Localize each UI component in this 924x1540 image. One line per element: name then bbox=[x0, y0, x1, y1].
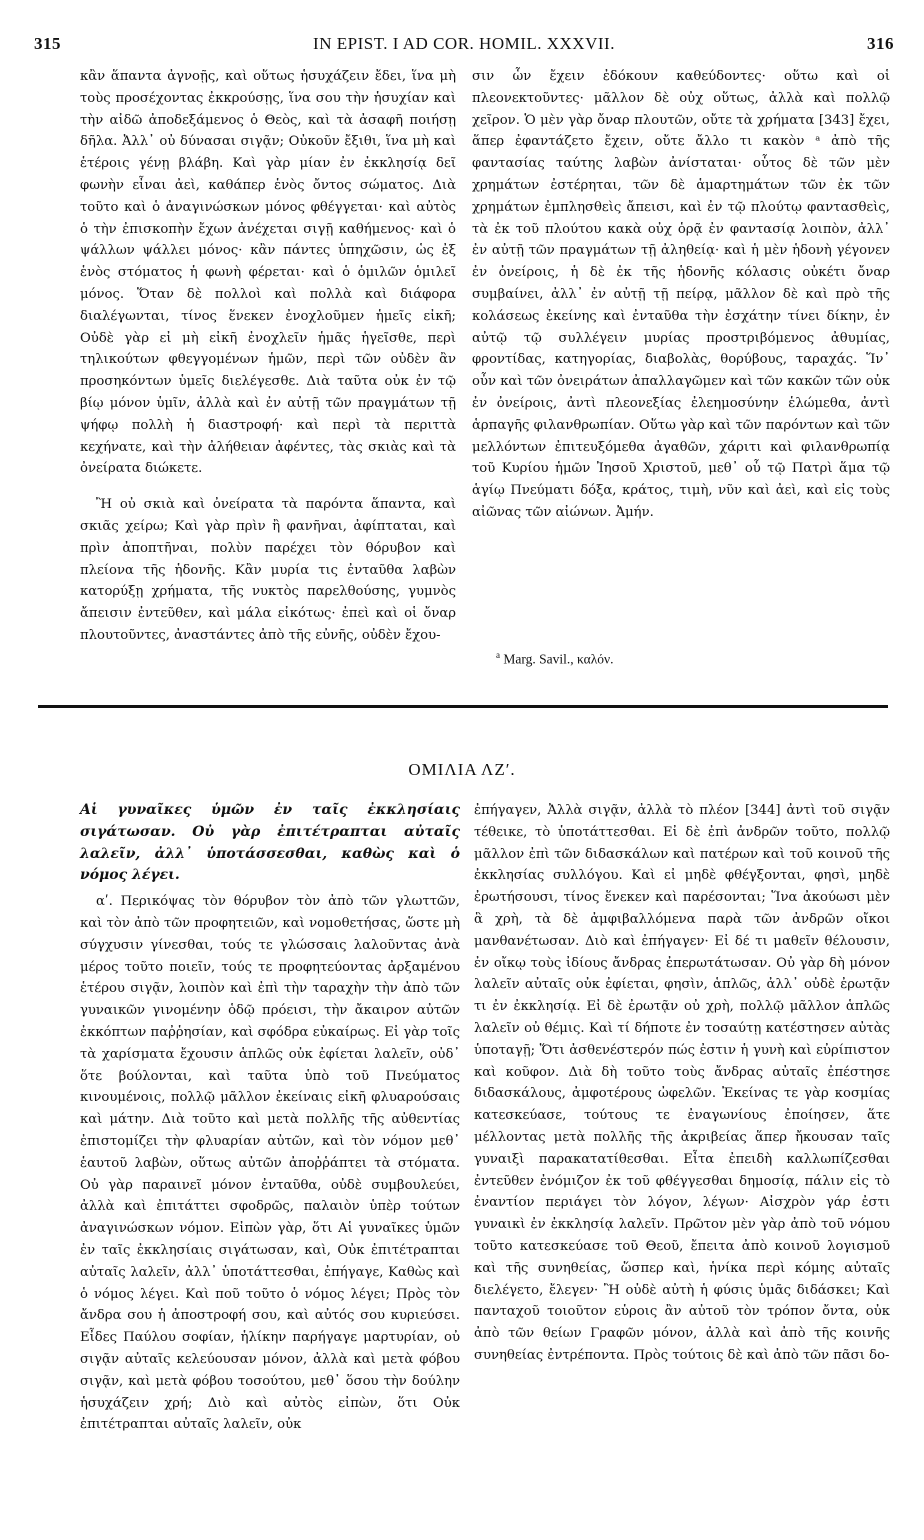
page-number-left: 315 bbox=[34, 34, 61, 53]
running-header bbox=[34, 34, 894, 56]
footnote-mark: a bbox=[496, 650, 500, 660]
column-top-right bbox=[472, 66, 890, 524]
section-divider bbox=[38, 705, 888, 708]
running-title: IN EPIST. I AD COR. HOMIL. XXXVII. bbox=[313, 34, 615, 53]
scripture-lemma: Αἱ γυναῖκες ὑμῶν ἐν ταῖς ἐκκλησίαις σιγάτωσαν. Οὐ γὰρ ἐπιτέτραπται αὐταῖς λαλεῖν, ἀλλ᾽ ὑποτάσσεσθαι, καθὼς καὶ ὁ νόμος λέγει. bbox=[80, 802, 460, 884]
paragraph: αʹ. Περικόψας τὸν θόρυβον τὸν ἀπὸ τῶν γλωττῶν, καὶ τὸν ἀπὸ τῶν προφητειῶν, καὶ νομοθετήσας, ὥστε μὴ σύγχυσιν γίνεσθαι, τούς τε γλώσσαις λαλοῦντας ἀνὰ μέρος τοῦτο ποιεῖν, τούς τε προφητεύοντας ἀρξαμένου ἑτέρου σιγᾷν, λοιπὸν καὶ ἐπὶ τὴν ταραχὴν τὴν ἀπὸ τῶν γυναικῶν γινομένην ὁδῷ πρόεισι, τὴν ἄκαιρον αὐτῶν ἐκκόπτων παῤῥησίαν, καὶ σφόδρα εὐκαίρως. Εἰ γὰρ τοῖς τὰ χαρίσματα ἔχουσιν ἁπλῶς οὐκ ἐφίεται λαλεῖν, οὐδ᾽ ὅτε βούλονται, καὶ ταῦτα ὑπὸ τοῦ Πνεύματος κινουμένοις, πολλῷ μᾶλλον ἐκείναις εἰκῆ φλυαρούσαις καὶ μάτην. Διὰ τοῦτο καὶ μετὰ πολλῆς τῆς αὐθεντίας ἐπιστομίζει τὴν φλυαρίαν αὐτῶν, καὶ τὸν νόμον μεθ᾽ ἑαυτοῦ λαβὼν, οὕτως αὐτῶν ἀποῤῥάπτει τὰ στόματα. Οὐ γὰρ παραινεῖ μόνον ἐνταῦθα, οὐδὲ συμβουλεύει, ἀλλὰ καὶ ἐπιτάττει σφοδρῶς, παλαιὸν ὑπὲρ τούτων ἀναγινώσκων νόμον. Εἰπὼν γὰρ, ὅτι Αἱ γυναῖκες ὑμῶν ἐν ταῖς ἐκκλησίαις σιγάτωσαν, καὶ, Οὐκ ἐπιτέτραπται αὐταῖς λαλεῖν, ἀλλ᾽ ὑποτάττεσθαι, ἐπήγαγε, Καθὼς καὶ ὁ νόμος λέγει. Καὶ ποῦ τοῦτο ὁ νόμος λέγει; Πρὸς τὸν ἄνδρα σου ἡ ἀποστροφή σου, καὶ αὐτός σου κυριεύσει. Εἶδες Παύλου σοφίαν, ἡλίκην παρήγαγε μαρτυρίαν, οὐ σιγᾷν αὐταῖς κελεύουσαν μόνον, ἀλλὰ καὶ μετὰ φόβου σιγᾷν, καὶ μετὰ φόβου τοσούτου, μεθ᾽ ὅσου τὴν δούλην ἡσυχάζειν χρή; Διὸ καὶ αὐτὸς εἰπὼν, ὅτι Οὐκ ἐπιτέτραπται αὐταῖς λαλεῖν, οὐκ bbox=[80, 894, 460, 1433]
paragraph: σιν ὧν ἔχειν ἐδόκουν καθεύδοντες· οὕτω καὶ οἱ πλεονεκτοῦντες· μᾶλλον δὲ οὐχ οὕτως, ἀλλὰ καὶ πολλῷ χεῖρον. Ὁ μὲν γὰρ ὄναρ πλουτῶν, οὔτε τὰ χρήματα [343] ἔχει, ἅπερ ἐφαντάζετο ἔχειν, οὔτε ἄλλο τι κακὸν ᵃ ἀπὸ τῆς φαντασίας ταύτης λαβὼν ἀνίσταται· οὗτος δὲ τῶν μὲν χρημάτων ἐστέρηται, τῶν δὲ ἁμαρτημάτων τῶν ἐκ τῶν χρημάτων ἐμπλησθεὶς ἄπεισι, καὶ ἐν τῷ πλούτῳ φαντασθεὶς, τὰ ἐκ τοῦ πλούτου κακὰ οὐχ ὁρᾷ ἐν φαντασίᾳ λοιπὸν, ἀλλ᾽ ἐν αὐτῇ τῶν πραγμάτων τῇ ἀληθείᾳ· καὶ ἡ μὲν ἡδονὴ γέγονεν ἐν ὀνείροις, ἡ δὲ ἐκ τῆς ἡδονῆς κόλασις οὐκέτι ὄναρ συμβαίνει, ἀλλ᾽ ἐν αὐτῇ τῇ πείρᾳ, μᾶλλον δὲ καὶ πρὸ τῆς κολάσεως ἐκείνης καὶ ἐνταῦθα τὴν ἐσχάτην τίνει δίκην, ἐν αὐτῷ τῷ συλλέγειν μυρίας προστριβόμενος ἀθυμίας, φροντίδας, κατηγορίας, διαβολὰς, θορύβους, ταραχάς. Ἵν᾽ οὖν καὶ τῶν ὀνειράτων ἀπαλλαγῶμεν καὶ τῶν κακῶν τῶν οὐκ ἐν ὀνείροις, ἀντὶ πλεονεξίας ἐλεημοσύνην ἑλώμεθα, ἀντὶ ἁρπαγῆς φιλανθρωπίαν. Οὕτω γὰρ καὶ τῶν παρόντων καὶ τῶν μελλόντων ἐπιτευξόμεθα ἀγαθῶν, χάριτι καὶ φιλανθρωπίᾳ τοῦ Κυρίου ἡμῶν Ἰησοῦ Χριστοῦ, μεθ᾽ οὗ τῷ Πατρὶ ἅμα τῷ ἁγίῳ Πνεύματι δόξα, κράτος, τιμὴ, νῦν καὶ ἀεὶ, καὶ εἰς τοὺς αἰῶνας τῶν αἰώνων. Ἀμήν. bbox=[472, 69, 890, 520]
page-number-right: 316 bbox=[867, 34, 894, 53]
homily-title: ΟΜΙΛΙΑ ΛΖʹ. bbox=[408, 760, 516, 779]
column-bottom-left bbox=[80, 800, 460, 1436]
paragraph: Ἢ οὐ σκιὰ καὶ ὀνείρατα τὰ παρόντα ἅπαντα, καὶ σκιᾶς χείρω; Καὶ γὰρ πρὶν ἢ φανῆναι, ἀφίπταται, καὶ πρὶν ἀποπτῆναι, πολὺν παρέχει τὸν θόρυβον καὶ πλείονα τῆς ἡδονῆς. Κἂν μυρία τις ἐνταῦθα λαβὼν κατορύξῃ χρήματα, τῆς νυκτὸς παρελθούσης, γυμνὸς ἄπεισιν ἐντεῦθεν, καὶ μάλα εἰκότως· ἐπεὶ καὶ οἱ ὄναρ πλουτοῦντες, ἀναστάντες ἀπὸ τῆς εὐνῆς, οὐδὲν ἔχου- bbox=[80, 497, 456, 643]
column-top-left bbox=[80, 66, 456, 647]
footnote-text: Marg. Savil., καλόν. bbox=[503, 651, 614, 667]
footnote bbox=[496, 650, 796, 668]
column-bottom-right bbox=[474, 800, 890, 1367]
paragraph: κἂν ἅπαντα ἀγνοῇς, καὶ οὕτως ἡσυχάζειν ἔδει, ἵνα μὴ τοὺς προσέχοντας ἐκκρούσῃς, ἵνα σου τὴν ἡσυχίαν καὶ τὴν αἰδῶ ἀποδεξάμενος ὁ Θεὸς, καὶ τὰ ἀσαφῆ ποιήσῃ δῆλα. Ἀλλ᾽ οὐ δύνασαι σιγᾷν; Οὐκοῦν ἔξιθι, ἵνα μὴ καὶ ἑτέροις γένῃ βλάβη. Καὶ γὰρ μίαν ἐν ἐκκλησίᾳ δεῖ φωνὴν εἶναι ἀεὶ, καθάπερ ἑνὸς ὄντος σώματος. Διὰ τοῦτο καὶ ὁ ἀναγινώσκων μόνος φθέγγεται· καὶ αὐτὸς ὁ τὴν ἐπισκοπὴν ἔχων ἀνέχεται σιγῇ καθήμενος· καὶ ὁ ψάλλων ψάλλει μόνος· κἂν πάντες ὑπηχῶσιν, ὡς ἐξ ἑνὸς στόματος ἡ φωνὴ φέρεται· καὶ ὁ ὁμιλῶν ὁμιλεῖ μόνος. Ὅταν δὲ πολλοὶ καὶ πολλὰ καὶ διάφορα διαλέγωνται, τίνος ἕνεκεν ἐνοχλοῦμεν ἡμεῖς εἰκῆ; Οὐδὲ γὰρ εἰ μὴ εἰκῆ ἐνοχλεῖν ἡμᾶς ἡγεῖσθε, περὶ τηλικούτων φθεγγομένων ἡμῶν, περὶ τῶν οὐδὲν ἂν προσηκόντων ὑμεῖς διελέγεσθε. Διὰ ταῦτα οὐκ ἐν τῷ βίῳ μόνον ὑμῖν, ἀλλὰ καὶ ἐν αὐτῇ τῶν πραγμάτων τῇ ψήφῳ πολλὴ ἡ διαστροφή· καὶ περὶ τὰ περιττὰ κεχήνατε, καὶ τὴν ἀλήθειαν ἀφέντες, τὰς σκιὰς καὶ τὰ ὀνείρατα διώκετε. bbox=[80, 69, 456, 477]
paragraph: ἐπήγαγεν, Ἀλλὰ σιγᾷν, ἀλλὰ τὸ πλέον [344] ἀντὶ τοῦ σιγᾷν τέθεικε, τὸ ὑποτάττεσθαι. Εἰ δὲ ἐπὶ ἀνδρῶν τοῦτο, πολλῷ μᾶλλον ἐπὶ τῶν διδασκάλων καὶ πατέρων καὶ τοῦ κοινοῦ τῆς ἐκκλησίας συλλόγου. Καὶ εἰ μηδὲ φθέγξονται, φησὶ, μηδὲ ἐρωτήσουσι, τίνος ἕνεκεν καὶ παρέσονται; Ἵνα ἀκούωσι μὲν ἃ χρὴ, τὰ δὲ ἀμφιβαλλόμενα παρὰ τῶν ἀνδρῶν οἴκοι μανθανέτωσαν. Διὸ καὶ ἐπήγαγεν· Εἰ δέ τι μαθεῖν θέλουσιν, ἐν οἴκῳ τοὺς ἰδίους ἄνδρας ἐπερωτάτωσαν. Οὐ γὰρ δὴ μόνον λαλεῖν αὐταῖς οὐκ ἐφίεται, φησὶν, ἁπλῶς, ἀλλ᾽ οὐδὲ ἐρωτᾷν τι ἐν ἐκκλησίᾳ. Εἰ δὲ ἐρωτᾷν οὐ χρὴ, πολλῷ μᾶλλον ἁπλῶς λαλεῖν οὐ θέμις. Καὶ τί δήποτε ἐν τοσαύτῃ κατέστησεν αὐτὰς ὑποταγῇ; Ὅτι ἀσθενέστερόν πώς ἐστιν ἡ γυνὴ καὶ εὐρίπιστον καὶ κοῦφον. Διὰ δὴ τοῦτο τοὺς ἄνδρας αὐταῖς ἐπέστησε διδασκάλους, ἀμφοτέρους ὠφελῶν. Ἐκείνας τε γὰρ κοσμίας κατεσκεύασε, τούτους τε ἐναγωνίους ἐποίησεν, ἅτε μέλλοντας μετὰ πολλῆς τῆς ἀκριβείας ἅπερ ἤκουσαν ταῖς γυναιξὶ παρακατατίθεσθαι. Εἶτα ἐπειδὴ καλλωπίζεσθαι ἐντεῦθεν ἐνόμιζον ἐκ τοῦ φθέγγεσθαι δημοσίᾳ, πάλιν εἰς τὸ ἐναντίον περιάγει τὸν λόγον, λέγων· Αἰσχρὸν γάρ ἐστι γυναικὶ ἐν ἐκκλησίᾳ λαλεῖν. Πρῶτον μὲν γὰρ ἀπὸ τοῦ νόμου τοῦτο κατεσκεύασε τοῦ Θεοῦ, ἔπειτα ἀπὸ κοινοῦ λογισμοῦ καὶ τῆς συνηθείας, ὥσπερ καὶ, ἡνίκα περὶ κόμης αὐταῖς διελέγετο, ἔλεγεν· Ἢ οὐδὲ αὐτὴ ἡ φύσις ὑμᾶς διδάσκει; Καὶ πανταχοῦ τοιοῦτον εὑροις ἂν αὐτοῦ τὸν τρόπον ὄντα, οὐκ ἀπὸ τῶν θείων Γραφῶν μόνον, ἀλλὰ καὶ ἀπὸ τῆς κοινῆς συνηθείας ἐντρέποντα. Πρὸς τούτοις δὲ καὶ ἀπὸ τῶν πᾶσι δο- bbox=[474, 803, 890, 1363]
